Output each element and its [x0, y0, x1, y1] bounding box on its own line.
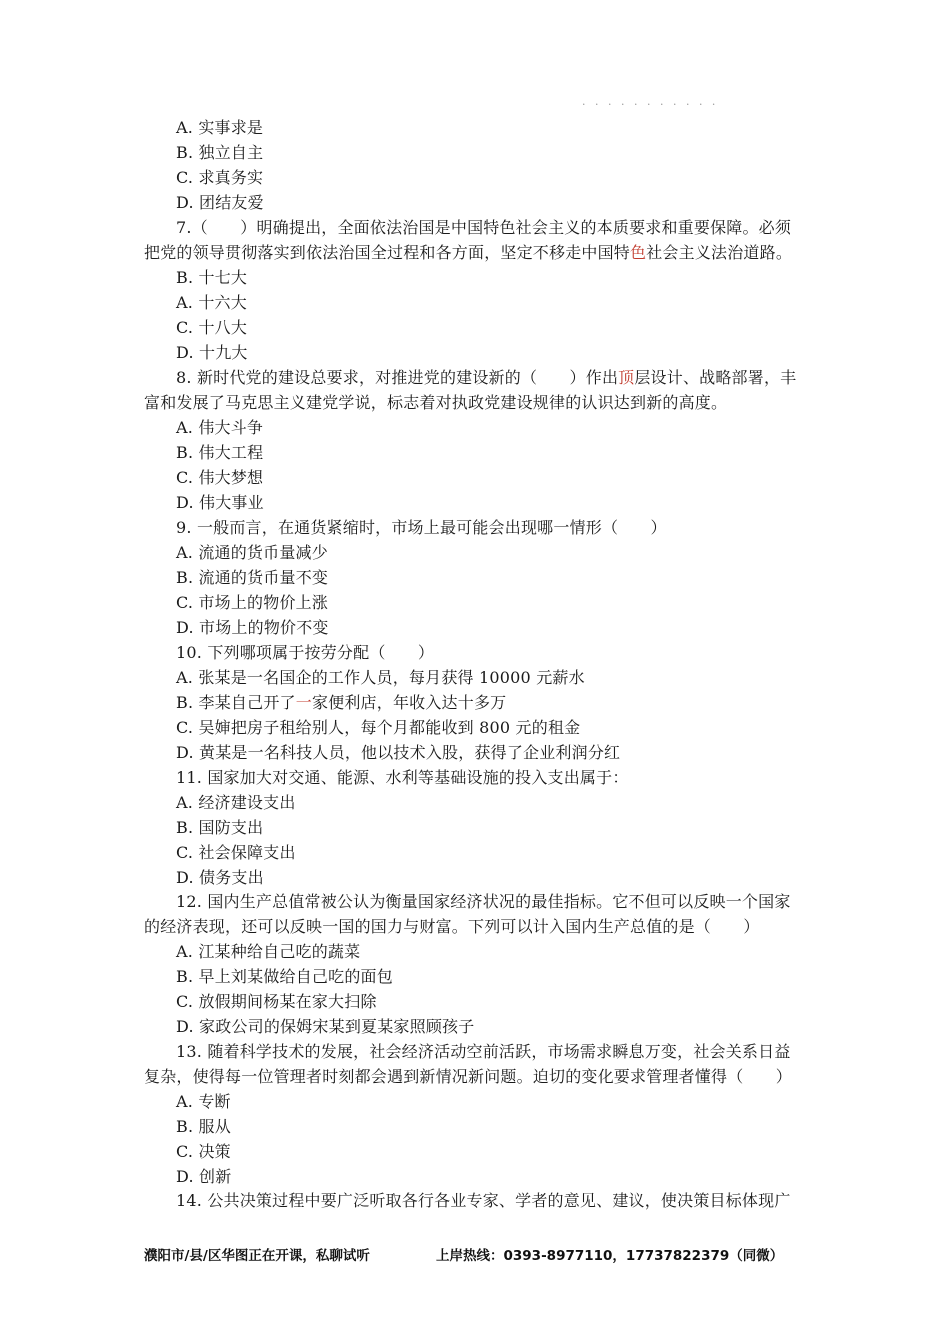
q13-option-c: C. 决策	[176, 1142, 231, 1161]
q8-stem-line2: 富和发展了马克思主义建党学说，标志着对执政党建设规律的认识达到新的高度。	[144, 393, 728, 412]
q9-option-d: D. 市场上的物价不变	[176, 618, 329, 637]
q13-option-b: B. 服从	[176, 1117, 231, 1136]
q6-option-b: B. 独立自主	[176, 143, 264, 162]
q9-option-c: C. 市场上的物价上涨	[176, 593, 329, 612]
q9-stem: 9. 一般而言，在通货紧缩时，市场上最可能会出现哪一情形（ ）	[176, 518, 667, 537]
q7-stem-line1: 7.（ ）明确提出，全面依法治国是中国特色社会主义的本质要求和重要保障。必须	[176, 218, 792, 237]
page-footer	[144, 1244, 784, 1264]
q10-option-b: B. 李某自己开了一家便利店，年收入达十多万	[176, 693, 507, 712]
q9-option-a: A. 流通的货币量减少	[176, 543, 328, 562]
q7-option-c: C. 十八大	[176, 318, 248, 337]
q12-stem-line2: 的经济表现，还可以反映一国的国力与财富。下列可以计入国内生产总值的是（ ）	[144, 917, 760, 936]
q13-stem-line1: 13. 随着科学技术的发展，社会经济活动空前活跃，市场需求瞬息万变，社会关系日益	[176, 1042, 791, 1061]
q10-option-a: A. 张某是一名国企的工作人员，每月获得 10000 元薪水	[176, 668, 585, 687]
q12-option-a: A. 江某种给自己吃的蔬菜	[176, 942, 361, 961]
footer-course-notice: 濮阳市/县/区华图正在开课，私聊试听	[144, 1248, 370, 1264]
q8-option-b: B. 伟大工程	[176, 443, 264, 462]
q7-option-a: A. 十六大	[176, 293, 247, 312]
q10-option-c: C. 吴婶把房子租给别人，每个月都能收到 800 元的租金	[176, 718, 581, 737]
q10-stem: 10. 下列哪项属于按劳分配（ ）	[176, 643, 435, 662]
q6-option-a: A. 实事求是	[176, 118, 264, 137]
header-faint-text: · · · · · · · · · · ·	[582, 98, 719, 111]
q11-option-d: D. 债务支出	[176, 868, 264, 887]
q6-option-d: D. 团结友爱	[176, 193, 264, 212]
q8-stem-line1: 8. 新时代党的建设总要求，对推进党的建设新的（ ）作出顶层设计、战略部署，丰	[176, 368, 797, 387]
q11-option-b: B. 国防支出	[176, 818, 264, 837]
q7-stem-line2: 把党的领导贯彻落实到依法治国全过程和各方面，坚定不移走中国特色社会主义法治道路。	[144, 243, 793, 262]
footer-hotline: 上岸热线：0393-8977110，17737822379（同微）	[436, 1248, 784, 1264]
q13-stem-line2: 复杂，使得每一位管理者时刻都会遇到新情况新问题。迫切的变化要求管理者懂得（ ）	[144, 1067, 793, 1086]
q13-option-a: A. 专断	[176, 1092, 231, 1111]
q10-option-d: D. 黄某是一名科技人员，他以技术入股，获得了企业利润分红	[176, 743, 621, 762]
q12-option-b: B. 早上刘某做给自己吃的面包	[176, 967, 393, 986]
q12-option-d: D. 家政公司的保姆宋某到夏某家照顾孩子	[176, 1017, 475, 1036]
q8-option-d: D. 伟大事业	[176, 493, 264, 512]
q7-option-d: D. 十九大	[176, 343, 248, 362]
q8-option-c: C. 伟大梦想	[176, 468, 264, 487]
q8-option-a: A. 伟大斗争	[176, 418, 264, 437]
q11-stem: 11. 国家加大对交通、能源、水利等基础设施的投入支出属于：	[176, 768, 629, 787]
q12-option-c: C. 放假期间杨某在家大扫除	[176, 992, 377, 1011]
q11-option-a: A. 经济建设支出	[176, 793, 296, 812]
q13-option-d: D. 创新	[176, 1167, 232, 1186]
q6-option-c: C. 求真务实	[176, 168, 264, 187]
q11-option-c: C. 社会保障支出	[176, 843, 296, 862]
q9-option-b: B. 流通的货币量不变	[176, 568, 329, 587]
q7-option-b: B. 十七大	[176, 268, 248, 287]
q14-stem-line1: 14. 公共决策过程中要广泛听取各行各业专家、学者的意见、建议，使决策目标体现广	[176, 1191, 791, 1210]
q12-stem-line1: 12. 国内生产总值常被公认为衡量国家经济状况的最佳指标。它不但可以反映一个国家	[176, 892, 791, 911]
